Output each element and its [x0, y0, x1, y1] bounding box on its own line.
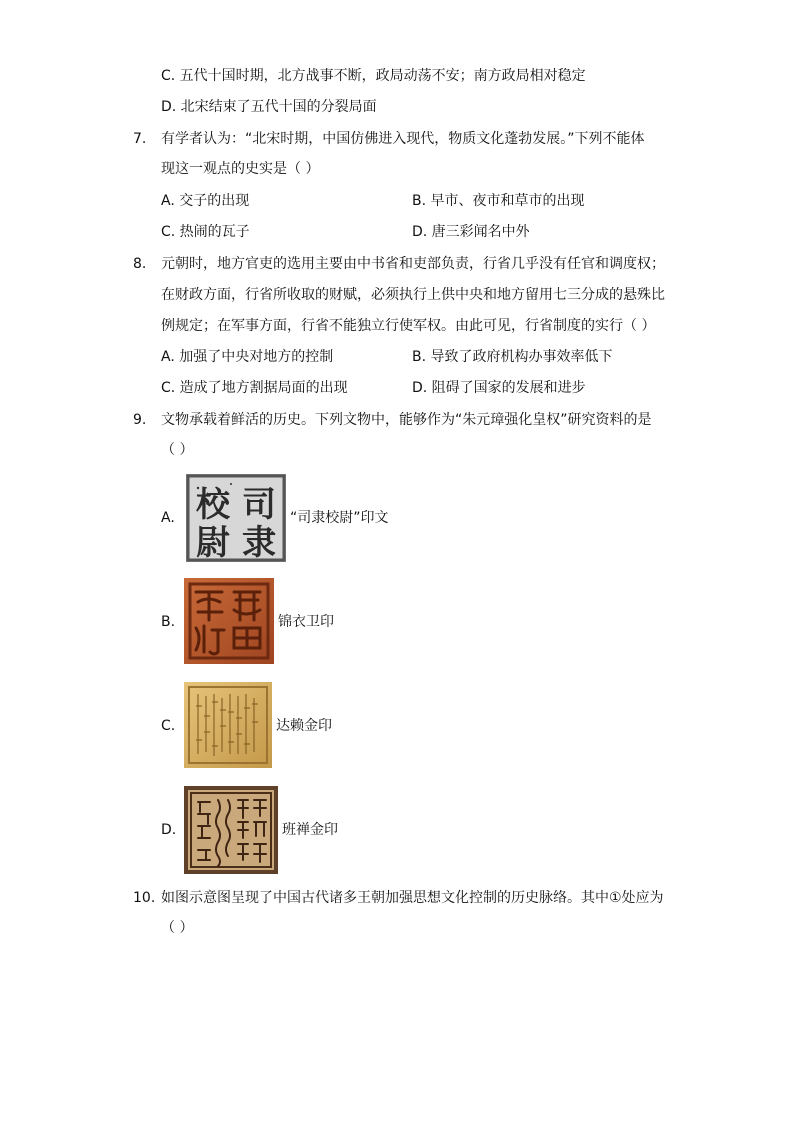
seal-a-char-1: 司 [242, 485, 276, 525]
q8-stem-line-2: 在财政方面，行省所收取的财赋，必须执行上供中央和地方留用七三分成的悬殊比 [161, 287, 665, 303]
q8-option-d: D. 阻碍了国家的发展和进步 [412, 380, 586, 396]
q8-number: 8. [133, 256, 147, 272]
q9-option-b-caption: 锦衣卫印 [278, 614, 334, 630]
seal-b-image [184, 578, 274, 664]
seal-a-char-2: 隶 [242, 523, 276, 562]
q6-option-c: C. 五代十国时期，北方战事不断，政局动荡不安；南方政局相对稳定 [161, 68, 586, 84]
q7-option-d: D. 唐三彩闻名中外 [412, 224, 530, 240]
seal-b-svg [184, 578, 274, 664]
q8-option-b: B. 导致了政府机构办事效率低下 [412, 349, 613, 365]
q8-stem-line-3: 例规定；在军事方面，行省不能独立行使军权。由此可见，行省制度的实行（ ） [161, 318, 656, 334]
q9-stem-line-2: （ ） [161, 442, 194, 458]
seal-a-svg [186, 474, 286, 562]
seal-a-image [186, 474, 286, 562]
seal-d-svg [184, 786, 278, 874]
seal-c-image [184, 682, 272, 768]
q9-option-d-letter: D. [161, 822, 177, 838]
q7-stem-line-2: 现这一观点的史实是（ ） [161, 161, 320, 177]
q7-stem-line-1: 有学者认为：“北宋时期，中国仿佛进入现代，物质文化蓬勃发展。”下列不能体 [161, 131, 645, 147]
q9-number: 9. [133, 412, 147, 428]
q8-option-a: A. 加强了中央对地方的控制 [161, 349, 334, 365]
q9-stem-line-1: 文物承载着鲜活的历史。下列文物中，能够作为“朱元璋强化皇权”研究资料的是 [161, 412, 652, 428]
q9-option-c-letter: C. [161, 718, 176, 734]
q10-stem-line-1: 如图示意图呈现了中国古代诸多王朝加强思想文化控制的历史脉络。其中①处应为 [161, 890, 664, 906]
seal-d-image [184, 786, 278, 874]
q6-option-d: D. 北宋结束了五代十国的分裂局面 [161, 99, 377, 115]
q9-option-d-caption: 班禅金印 [282, 822, 338, 838]
seal-a-char-4: 尉 [196, 523, 230, 562]
q9-option-c-caption: 达赖金印 [276, 718, 332, 734]
q10-number: 10. [133, 890, 156, 906]
q10-stem-line-2: （ ） [161, 920, 194, 936]
q8-stem-line-1: 元朝时，地方官吏的选用主要由中书省和吏部负责，行省几乎没有任官和调度权； [161, 256, 665, 272]
q9-option-b-letter: B. [161, 614, 176, 630]
q7-option-a: A. 交子的出现 [161, 193, 250, 209]
q7-option-b: B. 早市、夜市和草市的出现 [412, 193, 585, 209]
q9-option-a-letter: A. [161, 510, 175, 526]
q8-option-c: C. 造成了地方割据局面的出现 [161, 380, 348, 396]
seal-c-svg [184, 682, 272, 768]
q7-option-c: C. 热闹的瓦子 [161, 224, 250, 240]
q7-number: 7. [133, 131, 147, 147]
seal-a-char-3: 校 [196, 485, 230, 525]
q9-option-a-caption: “司隶校尉”印文 [290, 510, 389, 526]
